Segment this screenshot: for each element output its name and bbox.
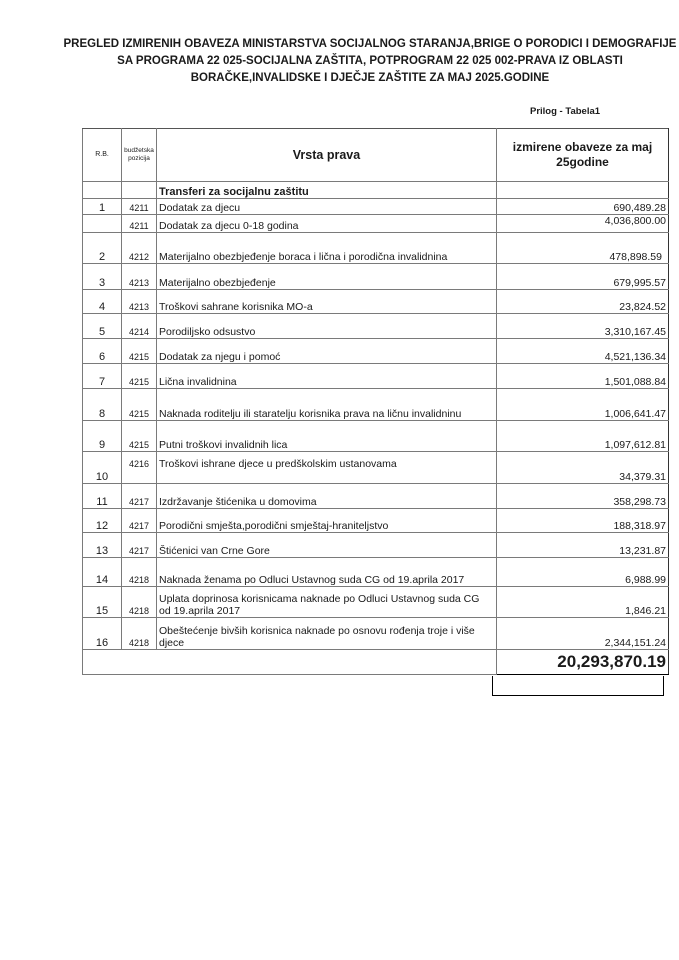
section-row: [83, 182, 669, 199]
right-type: Naknada ženama po Odluci Ustavnog suda CG od 19.aprila 2017: [157, 558, 497, 587]
table-row: [83, 233, 669, 264]
row-number: 1: [83, 199, 122, 215]
budget-position: 4212: [122, 233, 157, 264]
right-type: Štićenici van Crne Gore: [157, 533, 497, 558]
right-type: Uplata doprinosa korisnicama naknade po Odluci Ustavnog suda CG od 19.aprila 2017: [157, 587, 497, 618]
amount: 6,988.99: [497, 558, 669, 587]
row-number: 11: [83, 484, 122, 509]
header-rb: R.B.: [83, 129, 122, 182]
right-type: Obeštećenje bivših korisnica naknade po osnovu rođenja troje i više djece: [157, 618, 497, 650]
right-type: Dodatak za njegu i pomoć: [157, 339, 497, 364]
table-row: [83, 264, 669, 290]
amount: 188,318.97: [497, 509, 669, 533]
amount: 4,521,136.34: [497, 339, 669, 364]
table-row: [83, 533, 669, 558]
amount: 4,036,800.00: [497, 215, 669, 233]
table-row: [83, 587, 669, 618]
budget-position: 4211: [122, 215, 157, 233]
table-header-row: [83, 129, 669, 182]
row-number: 8: [83, 389, 122, 421]
right-type: Troškovi sahrane korisnika MO-a: [157, 290, 497, 314]
title-line-3: BORAČKE,INVALIDSKE I DJEČJE ZAŠTITE ZA MAJ 2025.GODINE: [190, 72, 550, 84]
row-number: 13: [83, 533, 122, 558]
right-type: Troškovi ishrane djece u predškolskim ustanovama: [157, 452, 497, 484]
right-type: Dodatak za djecu: [157, 199, 497, 215]
row-number: 3: [83, 264, 122, 290]
document-title: [60, 36, 679, 87]
right-type: Materijalno obezbjeđenje: [157, 264, 497, 290]
budget-position: 4211: [122, 199, 157, 215]
header-budget-position: budžetska pozicija: [122, 129, 157, 182]
budget-position: 4218: [122, 558, 157, 587]
budget-position: 4215: [122, 389, 157, 421]
amount: 2,344,151.24: [497, 618, 669, 650]
table-row: [83, 421, 669, 452]
budget-position: 4218: [122, 587, 157, 618]
table-row: [83, 509, 669, 533]
amount: 1,501,088.84: [497, 364, 669, 389]
amount: 23,824.52: [497, 290, 669, 314]
budget-position: 4217: [122, 533, 157, 558]
right-type: Porodiljsko odsustvo: [157, 314, 497, 339]
row-number: [83, 215, 122, 233]
budget-position: 4214: [122, 314, 157, 339]
budget-position: 4217: [122, 484, 157, 509]
total-amount: 20,293,870.19: [497, 650, 669, 675]
table-row: [83, 339, 669, 364]
budget-position: 4218: [122, 618, 157, 650]
table-row: [83, 558, 669, 587]
row-number: 6: [83, 339, 122, 364]
row-number: 14: [83, 558, 122, 587]
row-number: 7: [83, 364, 122, 389]
budget-position: 4216: [122, 452, 157, 484]
amount: 679,995.57: [497, 264, 669, 290]
budget-position: 4215: [122, 364, 157, 389]
title-line-1: PREGLED IZMIRENIH OBAVEZA MINISTARSTVA SOCIJALNOG STARANJA,BRIGE O PORODICI I DEMOGRAFIJE: [63, 38, 677, 50]
total-row: [83, 650, 669, 675]
amount: 478,898.59: [497, 233, 669, 264]
amount: 1,097,612.81: [497, 421, 669, 452]
budget-position: 4215: [122, 421, 157, 452]
amount: 1,846.21: [497, 587, 669, 618]
table-row: [83, 618, 669, 650]
obligations-table: [82, 128, 669, 675]
table-row: [83, 314, 669, 339]
right-type: Putni troškovi invalidnih lica: [157, 421, 497, 452]
amount: 358,298.73: [497, 484, 669, 509]
budget-position: 4215: [122, 339, 157, 364]
row-number: 5: [83, 314, 122, 339]
row-number: 15: [83, 587, 122, 618]
amount: 690,489.28: [497, 199, 669, 215]
empty-total-box: [492, 676, 664, 696]
table-row: [83, 290, 669, 314]
table-row: [83, 364, 669, 389]
header-right-type: Vrsta prava: [157, 129, 497, 182]
row-number: 16: [83, 618, 122, 650]
right-type: Materijalno obezbjeđenje boraca i lična i porodična invalidnina: [157, 233, 497, 264]
amount: 34,379.31: [497, 452, 669, 484]
row-number: 2: [83, 233, 122, 264]
table-row: [83, 199, 669, 215]
header-amount: izmirene obaveze za maj 25godine: [497, 129, 669, 182]
right-type: Izdržavanje štićenika u domovima: [157, 484, 497, 509]
budget-position: 4217: [122, 509, 157, 533]
right-type: Naknada roditelju ili staratelju korisnika prava na ličnu invalidninu: [157, 389, 497, 421]
table-row: [83, 389, 669, 421]
row-number: 9: [83, 421, 122, 452]
budget-position: 4213: [122, 264, 157, 290]
amount: 1,006,641.47: [497, 389, 669, 421]
budget-position: 4213: [122, 290, 157, 314]
attachment-label: Prilog - Tabela1: [530, 106, 601, 117]
amount: 3,310,167.45: [497, 314, 669, 339]
row-number: 12: [83, 509, 122, 533]
section-title: Transferi za socijalnu zaštitu: [157, 182, 497, 199]
right-type: Dodatak za djecu 0-18 godina: [157, 215, 497, 233]
table-row: [83, 452, 669, 484]
table-row: [83, 215, 669, 233]
right-type: Porodični smješta,porodični smještaj-hraniteljstvo: [157, 509, 497, 533]
right-type: Lična invalidnina: [157, 364, 497, 389]
row-number: 10: [83, 452, 122, 484]
amount: 13,231.87: [497, 533, 669, 558]
table-row: [83, 484, 669, 509]
row-number: 4: [83, 290, 122, 314]
title-line-2: SA PROGRAMA 22 025-SOCIJALNA ZAŠTITA, POTPROGRAM 22 025 002-PRAVA IZ OBLASTI: [117, 55, 623, 67]
